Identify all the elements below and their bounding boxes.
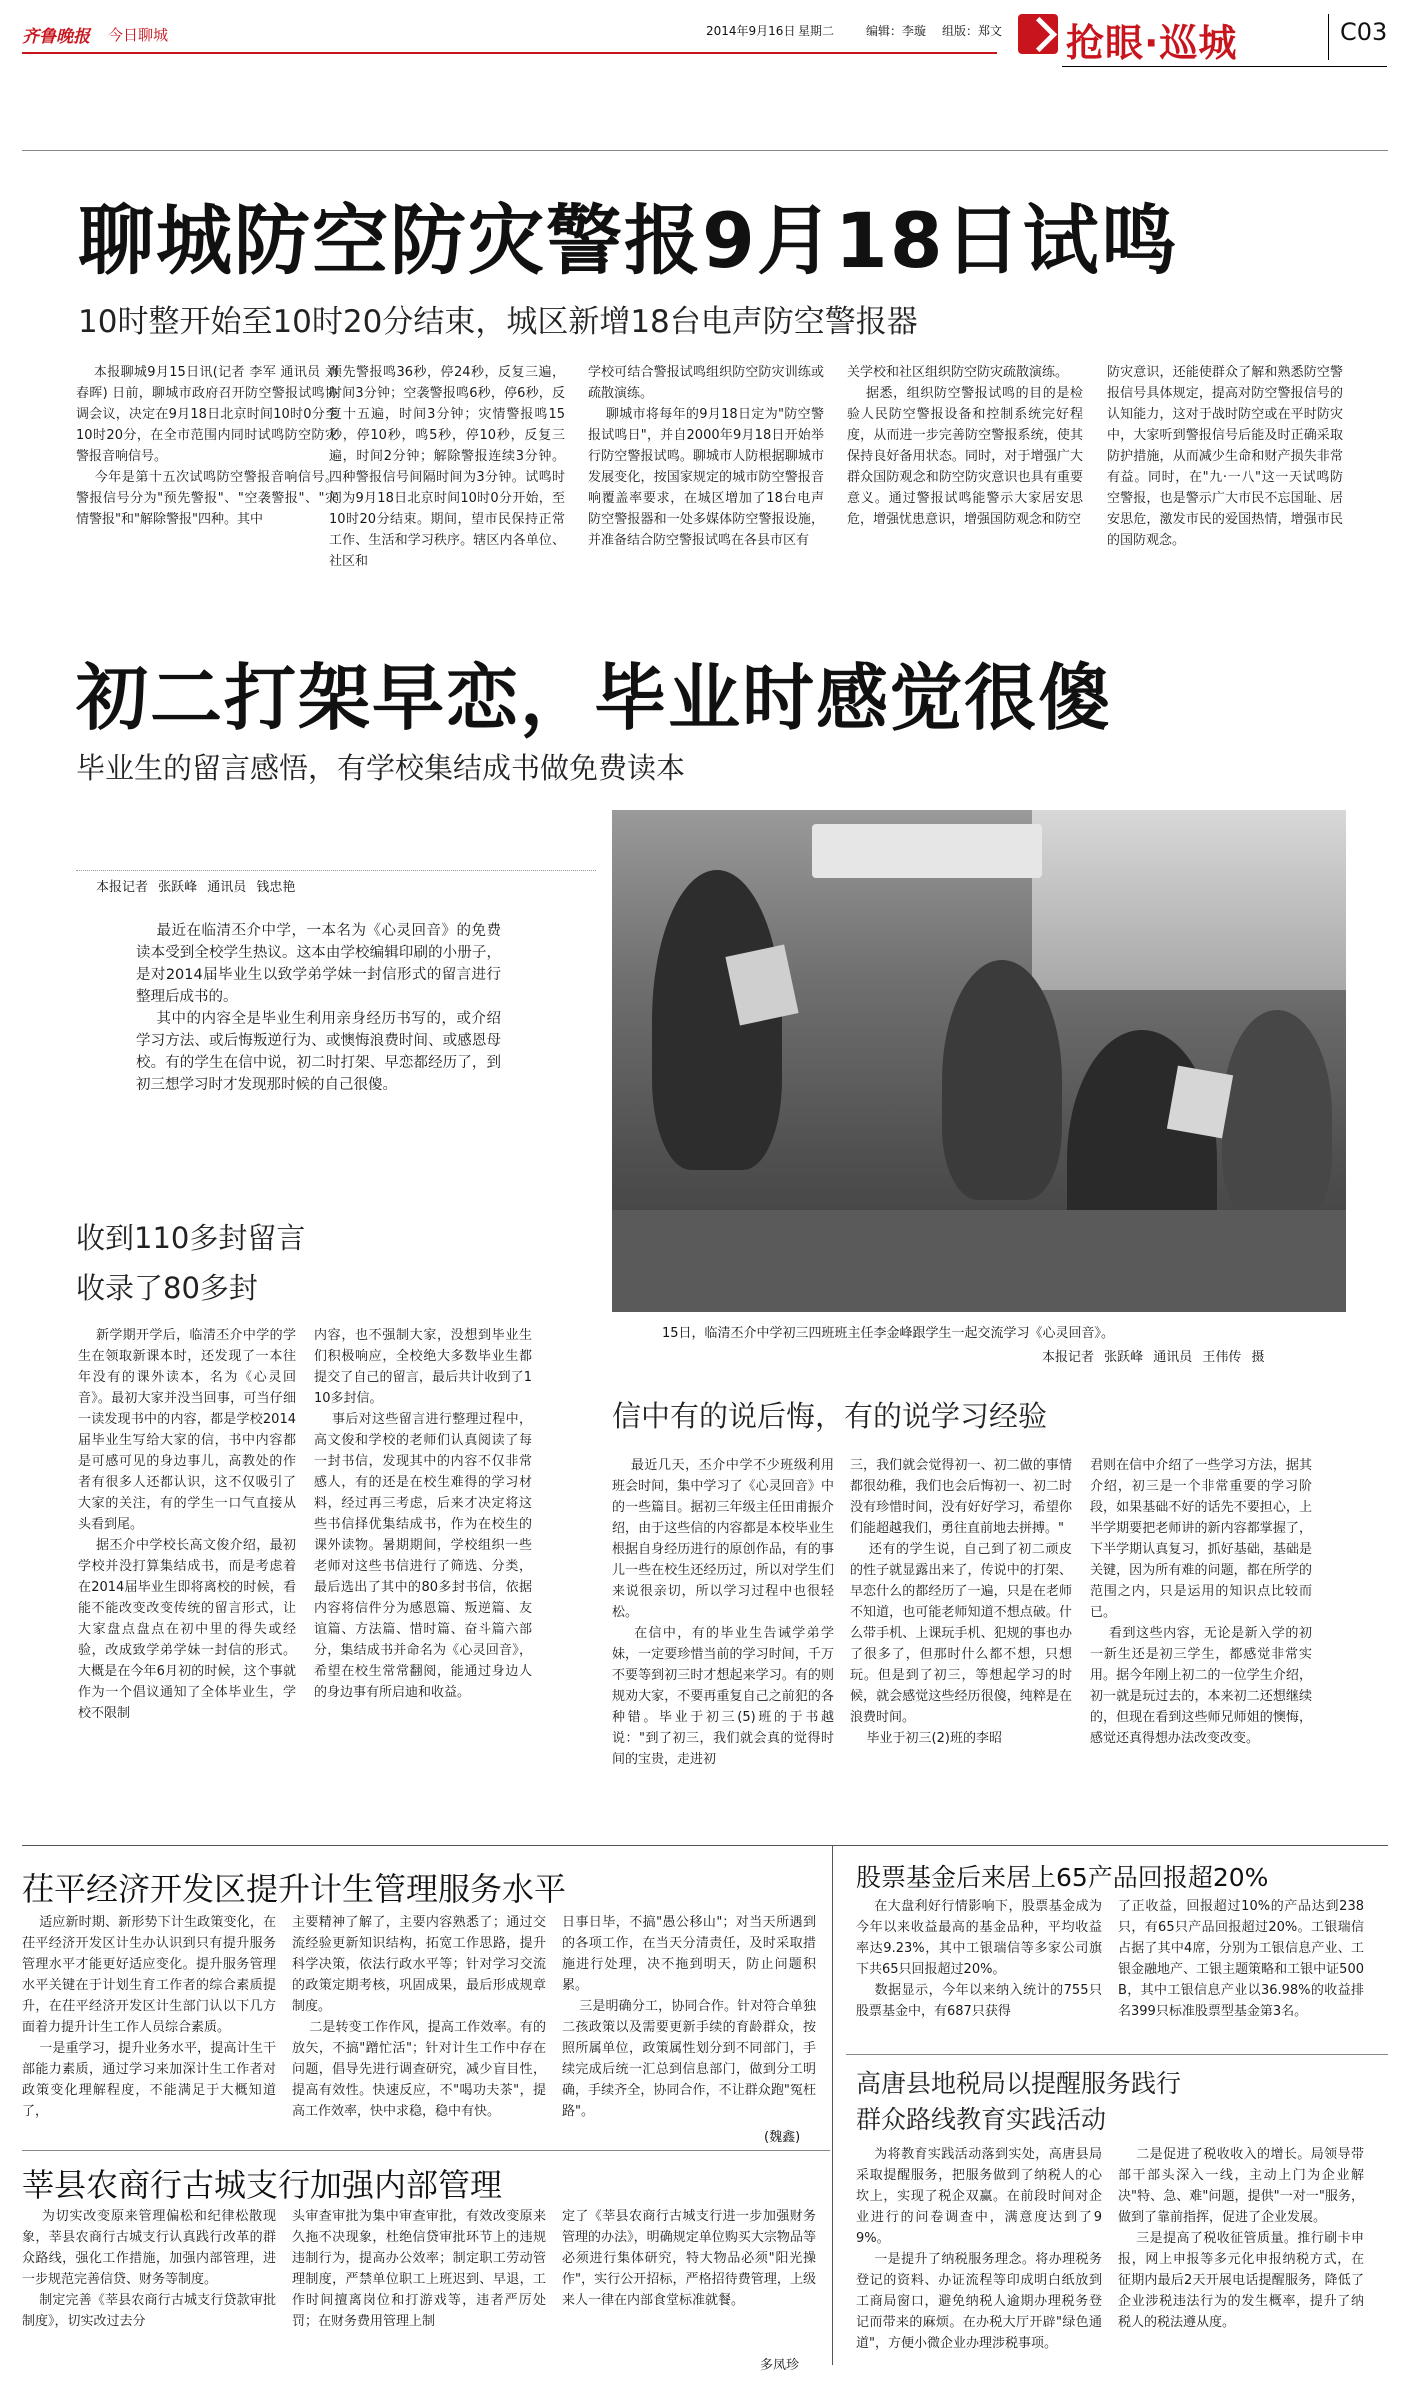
photo-desk [612, 1210, 1346, 1312]
page-number: C03 [1340, 18, 1388, 46]
masthead-rule-left [22, 52, 997, 54]
story2-lead: 最近在临清丕介中学，一本名为《心灵回音》的免费读本受到全校学生热议。这本由学校编辑印刷的小册子，是对2014届毕业生以致学弟学妹一封信形式的留言进行整理后成书的。 其中的内容全是毕业生利用亲身经历书写的，或介绍学习方法、或后悔叛逆行为、或懊悔浪费时间、或感恩母校。有的学生在信中说，初二时打架、早恋都经历了，到初三想学习时才发现那时候的自己很傻。 [136, 923, 502, 1093]
story1-col-2: 预先警报鸣36秒，停24秒，反复三遍，时间3分钟；空袭警报鸣6秒，停6秒，反复十五遍，时间3分钟；灾情警报鸣15秒，停10秒，鸣5秒，停10秒，反复三遍，时间2分钟；解除警报连续3分钟。四种警报信号间隔时间为3分钟。试鸣时间为9月18日北京时间10时0分开始，至10时20分结束。期间，望市民保持正常工作、生活和学习秩序。辖区内各单位、社区和 [329, 365, 565, 569]
photo-student-2 [942, 960, 1062, 1200]
story1-col-1: 本报聊城9月15日讯(记者 李军 通讯员 刘春晖) 日前，聊城市政府召开防空警报试鸣协调会议，决定在9月18日北京时间10时0分至10时20分，在全市范围内同时试鸣防空防灾警报音响信号。 今年是第十五次试鸣防空警报音响信号。警报信号分为"预先警报"、"空袭警报"、"灾情警报"和"解除警报"四种。其中 [76, 365, 338, 527]
story1-col-4: 关学校和社区组织防空防灾疏散演练。 据悉，组织防空警报试鸣的目的是检验人民防空警报设备和控制系统完好程度，从而进一步完善防空警报系统，使其保持良好备用状态。同时，对于增强广大群众国防观念和防空防灾意识也具有重要意义。通过警报试鸣能警示大家居安思危，增强忧患意识，增强国防观念和防空 [847, 365, 1083, 527]
story3-bottom-rule [22, 2150, 830, 2151]
story1-subhead: 10时整开始至10时20分结束，城区新增18台电声防空警报器 [78, 304, 918, 340]
photo-credit: 本报记者 张跃峰 通讯员 王伟传 摄 [1042, 1350, 1265, 1365]
photo-caption: 15日，临清丕介中学初三四班班主任李金峰跟学生一起交流学习《心灵回音》。 [662, 1326, 1115, 1341]
story2-sub1-title-2: 收录了80多封 [76, 1271, 258, 1305]
story2-sub2-col-2: 三，我们就会觉得初一、初二做的事情都很幼稚，我们也会后悔初一、初二时没有珍惜时间，没有好好学习，希望你们能超越我们，勇往直前地去拼搏。" 还有的学生说，自己到了初二顽皮的性子就显露出来了，传说中的打架、早恋什么的都经历了一遍，只是在老师不知道，也可能老师知道不想点破。什么带手机、上课玩手机、犯规的事也办了很多了，但那时什么都不想，只想玩。但是到了初三，等想起学习的时候，就会感觉这些经历很傻，纯粹是在浪费时间。 毕业于初三(2)班的李昭 [850, 1458, 1072, 1746]
story6-headline-1: 高唐县地税局以提醒服务践行 [856, 2069, 1182, 2098]
lower-column-divider [832, 1845, 833, 2365]
issue-weekday: 星期二 [798, 24, 835, 38]
story5-bottom-rule [846, 2054, 1388, 2055]
story2-sub1-title-1: 收到110多封留言 [76, 1221, 306, 1255]
story4-col-2: 头审查审批为集中审查审批，有效改变原来久拖不决现象，杜绝信贷审批环节上的违规违制行为，提高办公效率；制定职工劳动管理制度，严禁单位职工上班迟到、早退，工作时间擅离岗位和打游戏等，违者严厉处罚；在财务费用管理上制 [292, 2209, 546, 2329]
story2-byline: 本报记者 张跃峰 通讯员 钱忠艳 [96, 880, 296, 895]
story3-headline: 茌平经济开发区提升计生管理服务水平 [22, 1870, 567, 1908]
story1-headline: 聊城防空防灾警报9月18日试鸣 [78, 196, 1179, 285]
photo-book-1 [725, 945, 798, 1026]
top-rule [22, 150, 1388, 151]
masthead [0, 0, 1409, 90]
paper-name: 齐鲁晚报 [22, 27, 90, 47]
story4-author: 多凤珍 [760, 2358, 800, 2373]
story6-headline-2: 群众路线教育实践活动 [856, 2105, 1107, 2134]
story3-col-3: 日事日毕，不搞"愚公移山"；对当天所遇到的各项工作，在当天分清责任，及时采取措施进行处理，决不拖到明天，防止问题积累。 三是明确分工，协同合作。针对符合单独二孩政策以及需要更新手续的育龄群众，按照所属单位，政策属性划分到不同部门，手续完成后统一汇总到信息部门，做到分工明确，手续齐全，协同合作，不让群众跑"冤枉路"。 [562, 1915, 816, 2119]
story2-photo [612, 810, 1346, 1312]
story2-sub2-col-3: 君则在信中介绍了一些学习方法，据其介绍，初三是一个非常重要的学习阶段，如果基础不好的话先不要担心，上半学期要把老师讲的新内容都掌握了，下半学期认真复习，抓好基础，基础是关键，因为所有难的问题，都在所学的范围之内，只是运用的知识点比较而已。 看到这些内容，无论是新入学的初一新生还是初三学生，都感觉非常实用。据今年刚上初二的一位学生介绍，初一就是玩过去的，本来初二还想继续的，但现在看到这些师兄师姐的懊悔，感觉还真得想办法改变改变。 [1090, 1458, 1312, 1746]
byline-rule [76, 870, 596, 871]
story2-sub2-col-1: 最近几天，丕介中学不少班级利用班会时间，集中学习了《心灵回音》中的一些篇目。据初三年级主任田甫振介绍，由于这些信的内容都是本校毕业生根据自身经历进行的原创作品，有的事儿一些在校生还经历过，所以对学生们来说很亲切，所以学习过程中也很轻松。 在信中，有的毕业生告诫学弟学妹，一定要珍惜当前的学习时间，千万不要等到初三时才想起来学习。有的则规劝大家，不要再重复自己之前犯的各种错。毕业于初三(5)班的于书越说："到了初三，我们就会真的觉得时间的宝贵，走进初 [612, 1458, 834, 1767]
photo-book-2 [1167, 1066, 1233, 1139]
story4-col-3: 定了《莘县农商行古城支行进一步加强财务管理的办法》，明确规定单位购买大宗物品等必须进行集体研究，特大物品必须"阳光操作"，实行公开招标，严格招待费管理，上级来人一律在内部食堂标准就餐。 [562, 2209, 816, 2308]
photo-air-conditioner [812, 824, 1042, 878]
issue-date: 2014年9月16日 [706, 24, 796, 38]
story5-col-1: 在大盘利好行情影响下，股票基金成为今年以来收益最高的基金品种，平均收益率达9.23%，其中工银瑞信等多家公司旗下共65只回报超过20%。 数据显示，今年以来纳入统计的755只股票基金中，有687只获得 [856, 1899, 1102, 2019]
story4-headline: 莘县农商行古城支行加强内部管理 [22, 2166, 503, 2204]
editor-credit: 编辑：李璇 [866, 24, 927, 38]
story6-col-1: 为将教育实践活动落到实处，高唐县局采取提醒服务，把服务做到了纳税人的心坎上，实现了税企双赢。在前段时间对企业进行的问卷调查中，满意度达到了99%。 一是提升了纳税服务理念。将办理税务登记的资料、办证流程等印成明白纸放到工商局窗口，避免纳税人逾期办理税务登记而带来的麻烦。在办税大厅开辟"绿色通道"，方便小微企业办理涉税事项。 [856, 2147, 1102, 2351]
story5-col-2: 了正收益，回报超过10%的产品达到238只，有65只产品回报超过20%。工银瑞信占据了其中4席，分别为工银信息产业、工银金融地产、工银主题策略和工银中证500B，其中工银信息产业以36.98%的收益排名399只标准股票型基金第3名。 [1118, 1899, 1364, 2019]
edition-name: 今日聊城 [108, 26, 169, 44]
masthead-rule-right [1062, 66, 1387, 67]
story6-col-2: 二是促进了税收收入的增长。局领导带部干部头深入一线，主动上门为企业解决"特、急、难"问题，提供"一对一"服务，做到了靠前指挥，促进了企业发展。 三是提高了税收征管质量。推行刷卡申报，网上申报等多元化申报纳税方式，在征期内最后2天开展电话提醒服务，降低了企业涉税违法行为的发生概率，提升了纳税人的税法遵从度。 [1118, 2147, 1364, 2330]
story3-author: (魏鑫) [764, 2130, 801, 2145]
story2-subhead: 毕业生的留言感悟，有学校集结成书做免费读本 [76, 751, 686, 785]
story1-col-3: 学校可结合警报试鸣组织防空防灾训练或疏散演练。 聊城市将每年的9月18日定为"防空警报试鸣日"，并自2000年9月18日开始举行防空警报试鸣。聊城市人防根据聊城市发展变化，按国家规定的城市防空警报音响覆盖率要求，在城区增加了18台电声防空警报器和一处多媒体防空警报设施，并准备结合防空警报试鸣在各县市区有 [588, 365, 825, 548]
story2-headline: 初二打架早恋，毕业时感觉很傻 [76, 656, 1113, 740]
designer-credit: 组版：郑文 [942, 24, 1003, 38]
story5-headline: 股票基金后来居上65产品回报超20% [856, 1863, 1269, 1892]
photo-student-4 [1222, 1010, 1332, 1220]
story3-col-1: 适应新时期、新形势下计生政策变化，在茌平经济开发区计生办认识到只有提升服务管理水平才能更好适应变化。提升服务管理水平关键在于计划生育工作者的综合素质提升，在茌平经济开发区计生部门认以下几方面着力提升计生工作人员综合素质。 一是重学习，提升业务水平，提高计生干部能力素质，通过学习来加深计生工作者对政策变化理解程度，不能满足于大概知道了， [22, 1915, 276, 2119]
story3-col-2: 主要精神了解了，主要内容熟悉了；通过交流经验更新知识结构，拓宽工作思路，提升科学决策，依法行政水平等；针对学习交流的政策定期考核，巩固成果，最后形成规章制度。 二是转变工作作风，提高工作效率。有的放矢，不搞"蹭忙活"；针对计生工作中存在问题，倡导先进行调查研究，减少盲目性，提高有效性。快速反应，不"喝功夫茶"，提高工作效率，快中求稳，稳中有快。 [292, 1915, 546, 2119]
story2-sub1-col-2: 内容，也不强制大家，没想到毕业生们积极响应，全校绝大多数毕业生都提交了自己的留言，最后共计收到了110多封信。 事后对这些留言进行整理过程中，高文俊和学校的老师们认真阅读了每一封书信，发现其中的内容不仅非常感人，有的还是在校生难得的学习材料，经过再三考虑，后来才决定将这些书信择优集结成书，作为在校生的课外读物。暑期期间，学校组织一些老师对这些书信进行了筛选、分类，最后选出了其中的80多封书信，依据内容将信件分为感恩篇、叛逆篇、友谊篇、方法篇、惜时篇、奋斗篇六部分，集结成书并命名为《心灵回音》，希望在校生常常翻阅，能通过身边人的身边事有所启迪和收益。 [314, 1328, 532, 1700]
section-title: 抢眼·巡城 [1066, 21, 1238, 65]
story1-col-5: 防灾意识，还能使群众了解和熟悉防空警报信号具体规定，提高对防空警报信号的认知能力，这对于战时防空或在平时防灾中，大家听到警报信号后能及时正确采取防护措施，从而减少生命和财产损失非常有益。同时，在"九·一八"这一天试鸣防空警报，也是警示广大市民不忘国耻、居安思危，激发市民的爱国热情，增强市民的国防观念。 [1107, 365, 1343, 548]
story2-sub1-col-1: 新学期开学后，临清丕介中学的学生在领取新课本时，还发现了一本往年没有的课外读本，名为《心灵回音》。最初大家并没当回事，可当仔细一读发现书中的内容，都是学校2014届毕业生写给大家的信，书中内容都是可感可见的身边事儿，高教处的作者有很多人还都认识，这不仅吸引了大家的关注，有的学生一口气直接从头看到尾。 据丕介中学校长高文俊介绍，最初学校并没打算集结成书，而是考虑着在2014届毕业生即将离校的时候，看能不能改变改变传统的留言形式，让大家盘点盘点在初中里的得失或经验，改成致学弟学妹一封信的形式。大概是在今年6月初的时候，这个事就作为一个倡议通知了全体毕业生，学校不限制 [78, 1328, 296, 1721]
masthead-divider [1328, 14, 1329, 60]
story2-sub2-title: 信中有的说后悔，有的说学习经验 [612, 1399, 1048, 1433]
lower-rule [22, 1845, 1388, 1846]
story4-col-1: 为切实改变原来管理偏松和纪律松散现象，莘县农商行古城支行认真践行改革的群众路线，强化工作措施，加强内部管理，进一步规范完善信贷、财务等制度。 制定完善《莘县农商行古城支行贷款审批制度》，切实改过去分 [22, 2209, 276, 2329]
section-badge-icon [1018, 14, 1058, 54]
photo-window [1032, 810, 1346, 990]
